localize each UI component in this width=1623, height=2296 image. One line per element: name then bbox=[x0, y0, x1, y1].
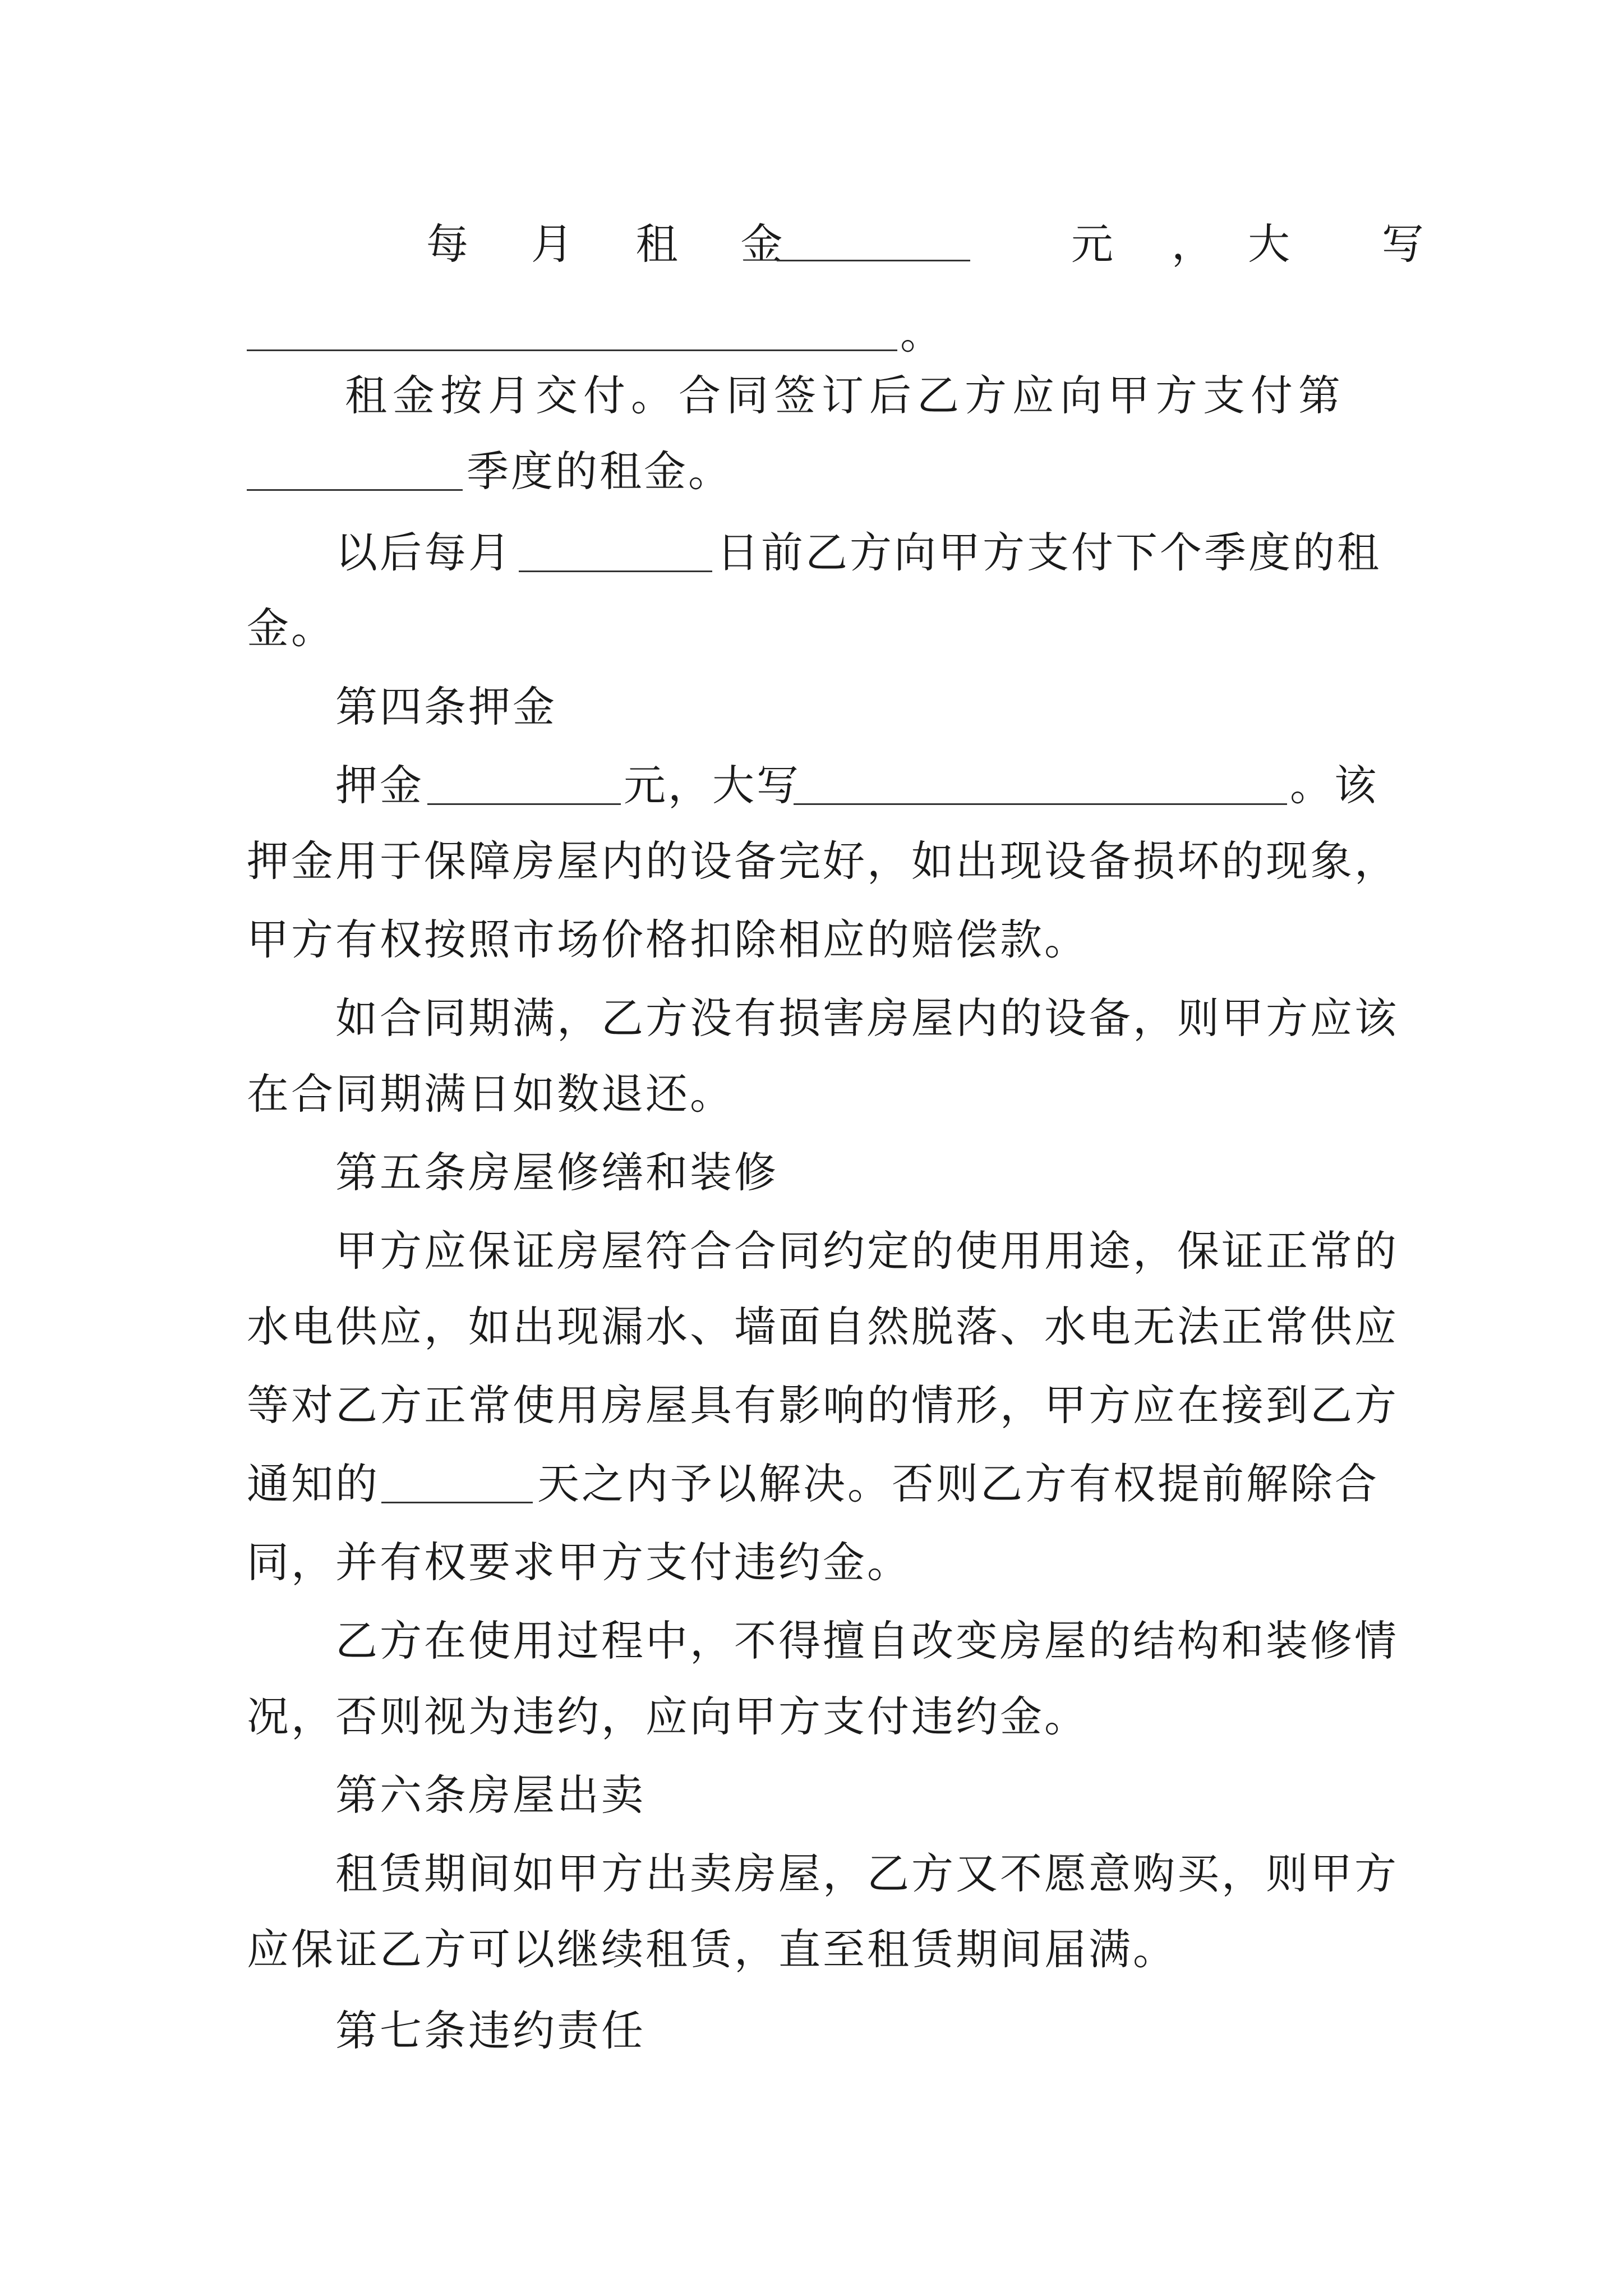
rent-unit: 元 ， bbox=[1071, 219, 1236, 269]
deposit-text-2: 押金用于保障房屋内的设备完好，如出现设备损坏的现象， bbox=[247, 836, 1399, 886]
refund-text-2: 在合同期满日如数退还。 bbox=[247, 1069, 735, 1119]
decor-text-2: 况，否则视为违约，应向甲方支付违约金。 bbox=[247, 1692, 1089, 1741]
repair-line-5 bbox=[0, 1517, 1623, 1607]
decor-text-1: 乙方在使用过程中，不得擅自改变房屋的结构和装修情 bbox=[335, 1616, 1399, 1665]
repair-line-4 bbox=[0, 1439, 1623, 1529]
article-5-heading: 第五条房屋修缮和装修 bbox=[335, 1148, 779, 1197]
repair-text-1: 甲方应保证房屋符合合同约定的使用用途，保证正常的 bbox=[335, 1226, 1399, 1276]
repair-text-4b: 天之内予以解决。否则乙方有权提前解除合 bbox=[537, 1459, 1380, 1508]
article-4-heading: 第四条押金 bbox=[335, 682, 557, 731]
rent-amount-blank bbox=[777, 260, 970, 261]
sale-text-2: 应保证乙方可以继续租赁，直至租赁期间届满。 bbox=[247, 1925, 1178, 1974]
rent-daxie-label: 大 写 bbox=[1248, 219, 1463, 269]
rent-label: 每 月 租 金 bbox=[426, 219, 808, 269]
rent-amount-line bbox=[0, 199, 1623, 289]
article-7-title bbox=[0, 1986, 1623, 2076]
article-6-title bbox=[0, 1750, 1623, 1840]
day-blank bbox=[519, 570, 712, 572]
refund-line-2 bbox=[0, 1049, 1623, 1139]
article-7-heading: 第七条违约责任 bbox=[335, 2006, 646, 2055]
repair-text-3: 等对乙方正常使用房屋具有影响的情形，甲方应在接到乙方 bbox=[247, 1381, 1399, 1430]
repair-line-2 bbox=[0, 1282, 1623, 1372]
article-4-title bbox=[0, 662, 1623, 752]
deposit-line-3 bbox=[0, 895, 1623, 984]
decor-line-2 bbox=[0, 1672, 1623, 1761]
deposit-daxie-blank bbox=[794, 803, 1287, 805]
repair-line-3 bbox=[0, 1360, 1623, 1450]
monthly-text-b: 日前乙方向甲方支付下个季度的租 bbox=[717, 528, 1382, 577]
sale-text-1: 租赁期间如甲方出卖房屋，乙方又不愿意购买，则甲方 bbox=[335, 1849, 1399, 1898]
repair-text-5: 同，并有权要求甲方支付违约金。 bbox=[247, 1538, 912, 1587]
repair-text-4a: 通知的 bbox=[247, 1459, 380, 1508]
quarter-blank bbox=[247, 489, 463, 491]
monthly-text-2: 金。 bbox=[247, 604, 336, 653]
payment-text-1: 租金按月交付。合同签订后乙方应向甲方支付第 bbox=[345, 371, 1347, 420]
payment-para-line-2 bbox=[0, 426, 1623, 516]
deposit-text-c: 。该 bbox=[1290, 761, 1379, 810]
deposit-text-b: 元，大写 bbox=[624, 761, 801, 810]
days-blank bbox=[381, 1502, 533, 1503]
monthly-text-a: 以后每月 bbox=[335, 528, 513, 577]
rent-daxie-end: 。 bbox=[900, 309, 943, 358]
refund-text-1: 如合同期满，乙方没有损害房屋内的设备，则甲方应该 bbox=[335, 993, 1399, 1043]
deposit-amount-blank bbox=[427, 803, 621, 805]
payment-text-2: 季度的租金。 bbox=[467, 447, 733, 496]
deposit-text-3: 甲方有权按照市场价格扣除相应的赔偿款。 bbox=[247, 915, 1089, 964]
sale-line-2 bbox=[0, 1904, 1623, 1994]
monthly-para-line-2 bbox=[0, 583, 1623, 673]
article-6-heading: 第六条房屋出卖 bbox=[335, 1770, 646, 1820]
deposit-text-a: 押金 bbox=[335, 761, 425, 810]
repair-text-2: 水电供应，如出现漏水、墙面自然脱落、水电无法正常供应 bbox=[247, 1302, 1399, 1351]
deposit-line-2 bbox=[0, 816, 1623, 906]
article-5-title bbox=[0, 1128, 1623, 1217]
